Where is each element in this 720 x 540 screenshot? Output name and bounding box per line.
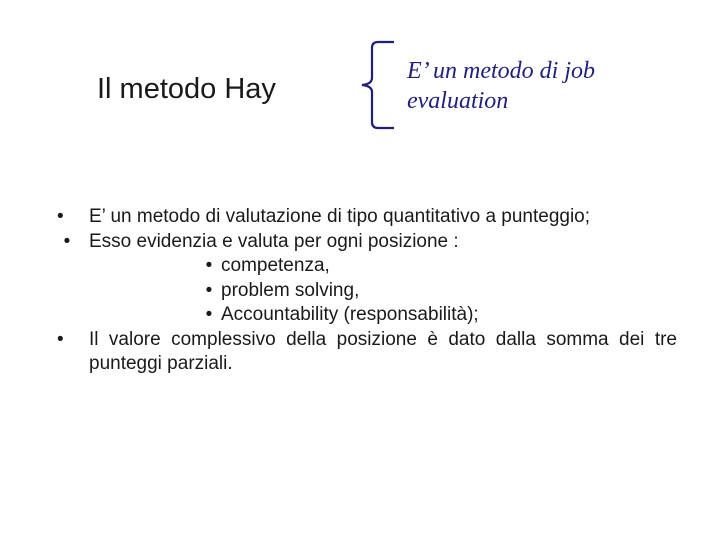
sub-bullet-list [89, 254, 677, 328]
curly-brace-icon [356, 40, 396, 130]
bullet-icon: • [57, 206, 64, 227]
bullet-icon: • [63, 230, 71, 252]
bullet-icon: • [205, 255, 213, 276]
bullet-icon: • [205, 304, 213, 325]
bullet-list [57, 205, 677, 377]
list-item [57, 230, 677, 328]
list-item [57, 205, 677, 230]
list-item-text: Il valore complessivo della posizione è dato dalla somma dei tre punteggi parziali. [89, 328, 677, 374]
sub-list-item-text: competenza, [221, 255, 330, 276]
sub-list-item [89, 279, 677, 304]
bullet-icon: • [57, 328, 64, 350]
sub-list-item-text: problem solving, [221, 279, 360, 301]
list-item-text: Esso evidenzia e valuta per ogni posizione : [89, 230, 459, 252]
bullet-icon: • [205, 279, 213, 301]
slide-subtitle: E’ un metodo di job evaluation [407, 58, 595, 114]
sub-list-item [89, 303, 677, 328]
sub-list-item-text: Accountability (responsabilità); [221, 304, 479, 325]
slide-title: Il metodo Hay [97, 73, 276, 105]
list-item [57, 328, 677, 377]
list-item-text: E’ un metodo di valutazione di tipo quantitativo a punteggio; [89, 206, 591, 227]
sub-list-item [89, 254, 677, 279]
